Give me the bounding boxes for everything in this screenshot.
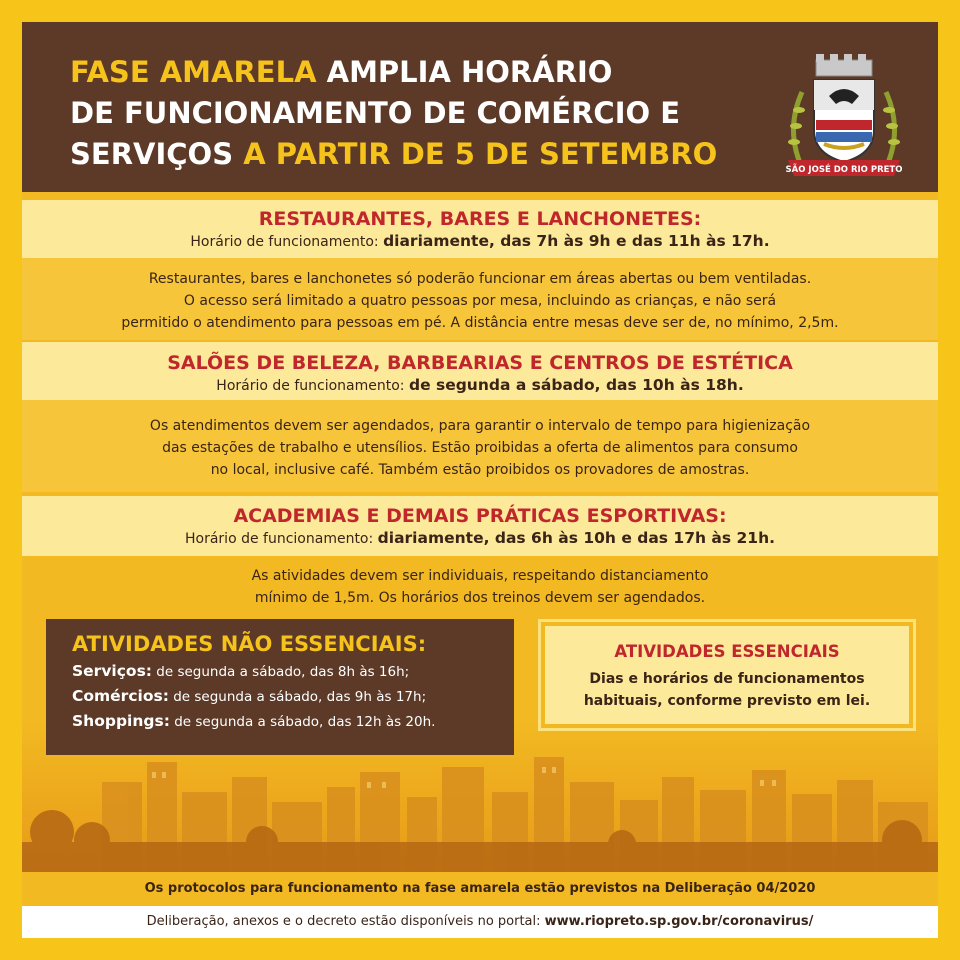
title-text: SERVIÇOS [70,137,234,171]
section-hours [22,528,938,549]
hours-value: de segunda a sábado, das 10h às 18h. [408,376,744,394]
title-highlight: A PARTIR DE 5 DE SETEMBRO [233,137,718,171]
non-essential-activities-box [46,619,514,755]
essential-title: ATIVIDADES ESSENCIAIS [614,642,840,661]
portal-link[interactable]: www.riopreto.sp.gov.br/coronavirus/ [544,914,814,929]
non-essential-title: ATIVIDADES NÃO ESSENCIAIS: [72,632,427,656]
essential-line: Dias e horários de funcionamentos [589,671,865,687]
section-title: SALÕES DE BELEZA, BARBEARIAS E CENTROS DE ESTÉTICA [167,352,793,374]
body-line: mínimo de 1,5m. Os horários dos treinos devem ser agendados. [254,590,706,606]
essential-description [545,668,909,712]
section-hours [22,375,938,396]
hours-label: Horário de funcionamento: [190,234,384,250]
section-title: RESTAURANTES, BARES E LANCHONETES: [258,208,702,230]
body-line: Os atendimentos devem ser agendados, para garantir o intervalo de tempo para higienização [149,418,811,434]
hours-label: Horário de funcionamento: [185,531,378,547]
essential-activities-box [538,619,916,731]
row-value: de segunda a sábado, das 9h às 17h; [168,689,427,705]
title-text: AMPLIA HORÁRIO [316,55,613,89]
section-header-restaurants [22,200,938,258]
hours-label: Horário de funcionamento: [216,378,409,394]
body-line: O acesso será limitado a quatro pessoas por mesa, incluindo as crianças, e não será [183,293,777,309]
page-title [70,52,790,175]
poster-frame [22,22,938,938]
body-line: permitido o atendimento para pessoas em pé. A distância entre mesas deve ser de, no mínimo, 2,5m. [121,315,839,331]
body-line: As atividades devem ser individuais, respeitando distanciamento [251,568,709,584]
non-essential-row [72,684,488,709]
title-highlight: FASE AMARELA [70,55,317,89]
section-body-restaurants [22,268,938,334]
hours-value: diariamente, das 7h às 9h e das 11h às 17h. [383,232,770,250]
header-banner [22,22,938,192]
crest-banner-text: SÃO JOSÉ DO RIO PRETO [785,165,903,175]
portal-footer [22,906,938,938]
section-hours [22,231,938,252]
non-essential-row [72,659,488,684]
row-value: de segunda a sábado, das 8h às 16h; [152,664,410,680]
body-line: Restaurantes, bares e lanchonetes só poderão funcionar em áreas abertas ou bem ventiladas. [148,271,812,287]
hours-value: diariamente, das 6h às 10h e das 17h às 21h. [377,529,775,547]
essential-panel [545,626,909,724]
row-label: Shoppings: [72,712,170,730]
essential-line: habituais, conforme previsto em lei. [583,693,871,709]
title-text: DE FUNCIONAMENTO DE COMÉRCIO E [70,96,681,130]
section-body-gyms [22,565,938,609]
body-line: no local, inclusive café. Também estão proibidos os provadores de amostras. [210,462,750,478]
section-body-beauty [22,415,938,481]
protocols-note: Os protocolos para funcionamento na fase amarela estão previstos na Deliberação 04/2020 [144,881,816,896]
row-label: Serviços: [72,662,152,680]
section-header-beauty [22,342,938,400]
city-coat-of-arms-icon [774,52,914,182]
row-label: Comércios: [72,687,169,705]
section-title: ACADEMIAS E DEMAIS PRÁTICAS ESPORTIVAS: [233,505,727,527]
portal-text: Deliberação, anexos e o decreto estão disponíveis no portal: [146,914,545,929]
body-line: das estações de trabalho e utensílios. Estão proibidas a oferta de alimentos para consumo [162,440,798,456]
non-essential-row [72,709,488,734]
section-header-gyms [22,496,938,556]
row-value: de segunda a sábado, das 12h às 20h. [169,714,436,730]
